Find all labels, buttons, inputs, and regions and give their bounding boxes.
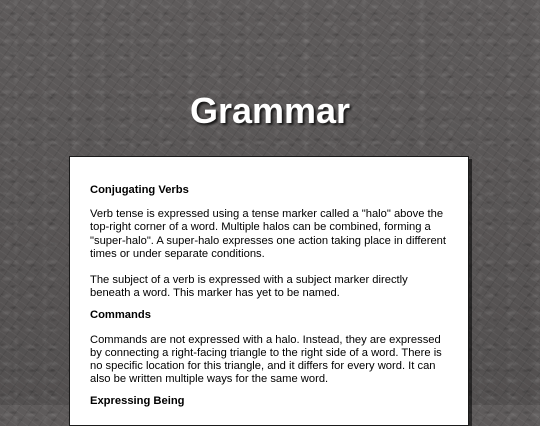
section-heading: Conjugating Verbs bbox=[90, 184, 189, 196]
paragraph: Commands are not expressed with a halo. Instead, they are expressed by connecting a right-facing triangle to the right side of a word. There is no specific location for this triangle, and it differs for every word. It can also be written multiple ways for the same word. bbox=[90, 333, 442, 386]
paragraph: The subject of a verb is expressed with a subject marker directly beneath a word. This marker has yet to be named. bbox=[90, 274, 408, 300]
section-expressing-being bbox=[90, 395, 448, 408]
paragraph: Verb tense is expressed using a tense marker called a "halo" above the top-right corner of a word. Multiple halos can be combined, forming a "super-halo". A super-halo expresses one action taking place in different times or under separate conditions. bbox=[90, 208, 447, 260]
content-box bbox=[69, 156, 469, 426]
section-heading: Expressing Being bbox=[90, 395, 185, 408]
section-conjugating-verbs bbox=[90, 184, 448, 300]
section-commands bbox=[90, 309, 448, 386]
slide-title: Grammar bbox=[189, 90, 351, 131]
section-heading: Commands bbox=[90, 309, 151, 322]
